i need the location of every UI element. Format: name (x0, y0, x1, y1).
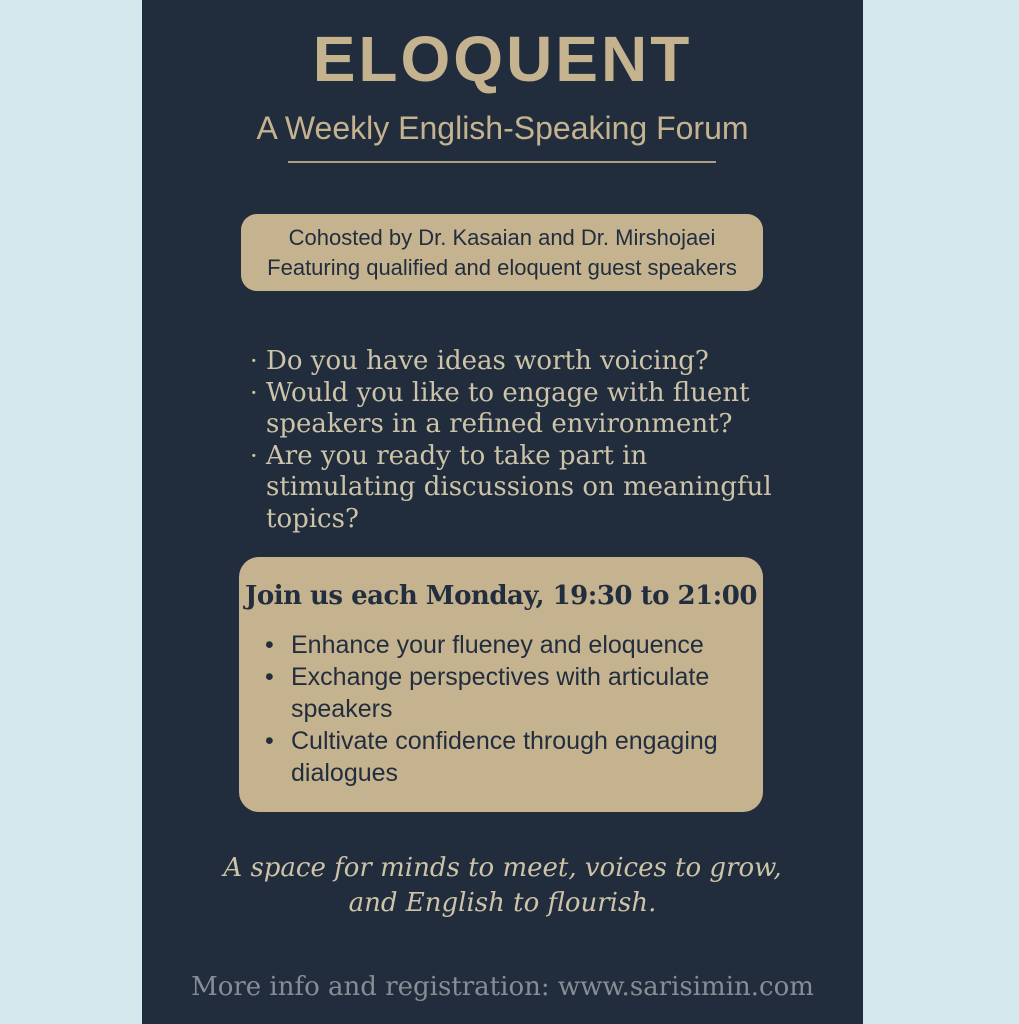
list-item-text: Do you have ideas worth voicing? (266, 346, 709, 376)
bullet-icon: • (265, 727, 274, 755)
schedule-title: Join us each Monday, 19:30 to 21:00 (245, 581, 757, 611)
question-list (250, 346, 782, 535)
list-item-text: Exchange perspectives with articulate speakers (291, 663, 710, 723)
cohost-line-2: Featuring qualified and eloquent guest speakers (267, 254, 737, 280)
subtitle-divider (288, 161, 716, 163)
bullet-icon: · (250, 347, 258, 375)
page-title: ELOQUENT (312, 23, 693, 95)
subtitle: A Weekly English-Speaking Forum (256, 110, 749, 146)
list-item-text: Would you like to engage with fluent speakers in a refined environment? (266, 377, 750, 439)
poster (142, 0, 863, 1024)
tagline-line-2: and English to flourish. (348, 888, 657, 918)
question-item (250, 378, 782, 441)
bullet-icon: • (265, 631, 274, 659)
footer-note: More info and registration: www.sarisimin.com (191, 972, 814, 1002)
cohost-line-1: Cohosted by Dr. Kasaian and Dr. Mirshojaei (288, 224, 716, 250)
tagline-line-1: A space for minds to meet, voices to grow, (223, 853, 782, 883)
tagline (142, 851, 863, 921)
list-item-text: Enhance your flueney and eloquence (291, 631, 704, 659)
benefit-item (265, 661, 741, 725)
benefit-item (265, 629, 741, 661)
bullet-icon: • (265, 663, 274, 691)
list-item-text: Are you ready to take part in stimulating discussions on meaningful topics? (266, 440, 772, 534)
question-item (250, 346, 782, 378)
schedule-card (239, 557, 763, 812)
question-item (250, 441, 782, 536)
bullet-icon: · (250, 441, 258, 470)
bullet-icon: · (250, 378, 258, 407)
list-item-text: Cultivate confidence through engaging dialogues (291, 727, 718, 787)
benefit-item (265, 725, 741, 789)
benefit-list (239, 629, 763, 789)
cohost-card (241, 214, 763, 291)
